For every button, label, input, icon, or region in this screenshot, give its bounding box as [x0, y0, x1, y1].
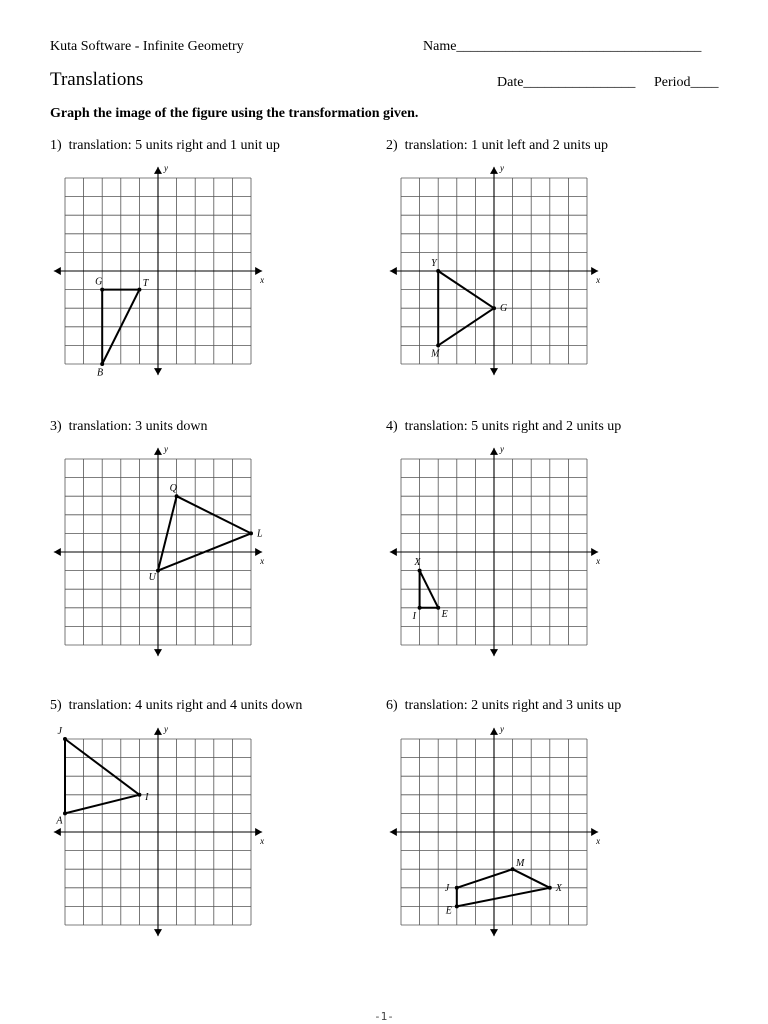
y-axis-label: y: [164, 443, 168, 454]
y-axis-arrow-down: [490, 368, 498, 375]
y-axis-arrow-up: [154, 728, 162, 735]
vertex-point: [137, 793, 141, 797]
problem-number: 4): [386, 419, 398, 434]
x-axis-arrow-left: [54, 267, 61, 275]
period-field-label: Period____: [654, 75, 719, 90]
problem-2-prompt: [386, 138, 608, 154]
vertex-label: E: [441, 609, 448, 621]
y-axis-label: y: [164, 723, 168, 734]
problem-text: translation: 5 units right and 1 unit up: [68, 138, 280, 153]
x-axis-arrow-left: [54, 548, 61, 556]
problem-number: 6): [386, 698, 398, 713]
vertex-point: [455, 904, 459, 908]
vertex-point: [418, 606, 422, 610]
x-axis-arrow-left: [390, 267, 397, 275]
vertex-point: [492, 306, 496, 310]
y-axis-arrow-up: [490, 728, 498, 735]
problem-3-prompt: [50, 419, 208, 435]
vertex-label: I: [145, 791, 149, 803]
vertex-point: [249, 531, 253, 535]
x-axis-label: x: [596, 275, 601, 285]
problem-text: translation: 3 units down: [68, 419, 208, 434]
vertex-point: [156, 569, 160, 573]
vertex-label: X: [555, 882, 562, 894]
y-axis-label: y: [500, 443, 504, 454]
x-axis-arrow-right: [255, 828, 262, 836]
x-axis-arrow-left: [390, 828, 397, 836]
problem-number: 5): [50, 698, 62, 713]
problem-number: 2): [386, 138, 398, 153]
date-field-label: Date________________: [497, 75, 636, 90]
y-axis-label: y: [500, 162, 504, 173]
y-axis-arrow-down: [154, 929, 162, 936]
x-axis-arrow-right: [591, 828, 598, 836]
vertex-point: [100, 362, 104, 366]
problem-number: 1): [50, 138, 62, 153]
y-axis-arrow-up: [490, 167, 498, 174]
vertex-point: [175, 494, 179, 498]
vertex-label: X: [414, 556, 421, 568]
vertex-label: J: [444, 882, 450, 894]
x-axis-arrow-left: [54, 828, 61, 836]
vertex-label: B: [97, 367, 104, 379]
y-axis-label: y: [164, 162, 168, 173]
vertex-point: [137, 288, 141, 292]
vertex-label: T: [142, 278, 149, 290]
problem-5-prompt: [50, 698, 302, 714]
problem-text: translation: 4 units right and 4 units down: [68, 698, 303, 713]
vertex-label: I: [412, 610, 416, 622]
problem-4-prompt: [386, 419, 621, 435]
x-axis-label: x: [596, 556, 601, 566]
vertex-label: L: [257, 528, 263, 540]
vertex-label: A: [56, 815, 63, 827]
page-number: -1-: [374, 1010, 394, 1023]
vertex-label: Y: [431, 257, 437, 269]
vertex-point: [63, 737, 67, 741]
x-axis-arrow-right: [591, 267, 598, 275]
x-axis-arrow-right: [591, 548, 598, 556]
x-axis-label: x: [260, 275, 265, 285]
vertex-label: G: [500, 303, 508, 315]
x-axis-arrow-right: [255, 267, 262, 275]
vertex-point: [548, 886, 552, 890]
vertex-point: [418, 569, 422, 573]
y-axis-arrow-down: [490, 929, 498, 936]
vertex-label: M: [431, 348, 440, 360]
problem-6-prompt: [386, 698, 621, 714]
vertex-point: [436, 343, 440, 347]
y-axis-arrow-up: [154, 448, 162, 455]
y-axis-arrow-down: [154, 649, 162, 656]
vertex-label: U: [148, 571, 156, 583]
vertex-label: M: [515, 857, 525, 869]
vertex-point: [436, 606, 440, 610]
page-title: Translations: [50, 69, 144, 90]
instructions: Graph the image of the figure using the transformation given.: [50, 106, 419, 121]
name-field-label: Name___________________________________: [423, 39, 702, 54]
vertex-point: [436, 269, 440, 273]
problem-text: translation: 2 units right and 3 units up: [404, 698, 622, 713]
vertex-point: [455, 886, 459, 890]
vertex-label: J: [57, 726, 62, 738]
problem-1-prompt: [50, 138, 280, 154]
problem-text: translation: 1 unit left and 2 units up: [404, 138, 609, 153]
x-axis-label: x: [596, 836, 601, 846]
vertex-label: Q: [169, 483, 177, 495]
vertex-label: E: [445, 905, 452, 917]
vertex-point: [63, 811, 67, 815]
worksheet-source: Kuta Software - Infinite Geometry: [50, 39, 244, 54]
problem-text: translation: 5 units right and 2 units up: [404, 419, 622, 434]
vertex-point: [100, 288, 104, 292]
x-axis-label: x: [260, 836, 265, 846]
x-axis-label: x: [260, 556, 265, 566]
y-axis-arrow-down: [154, 368, 162, 375]
x-axis-arrow-right: [255, 548, 262, 556]
vertex-point: [511, 867, 515, 871]
vertex-label: G: [95, 276, 103, 288]
x-axis-arrow-left: [390, 548, 397, 556]
y-axis-label: y: [500, 723, 504, 734]
y-axis-arrow-down: [490, 649, 498, 656]
y-axis-arrow-up: [154, 167, 162, 174]
problem-number: 3): [50, 419, 62, 434]
y-axis-arrow-up: [490, 448, 498, 455]
